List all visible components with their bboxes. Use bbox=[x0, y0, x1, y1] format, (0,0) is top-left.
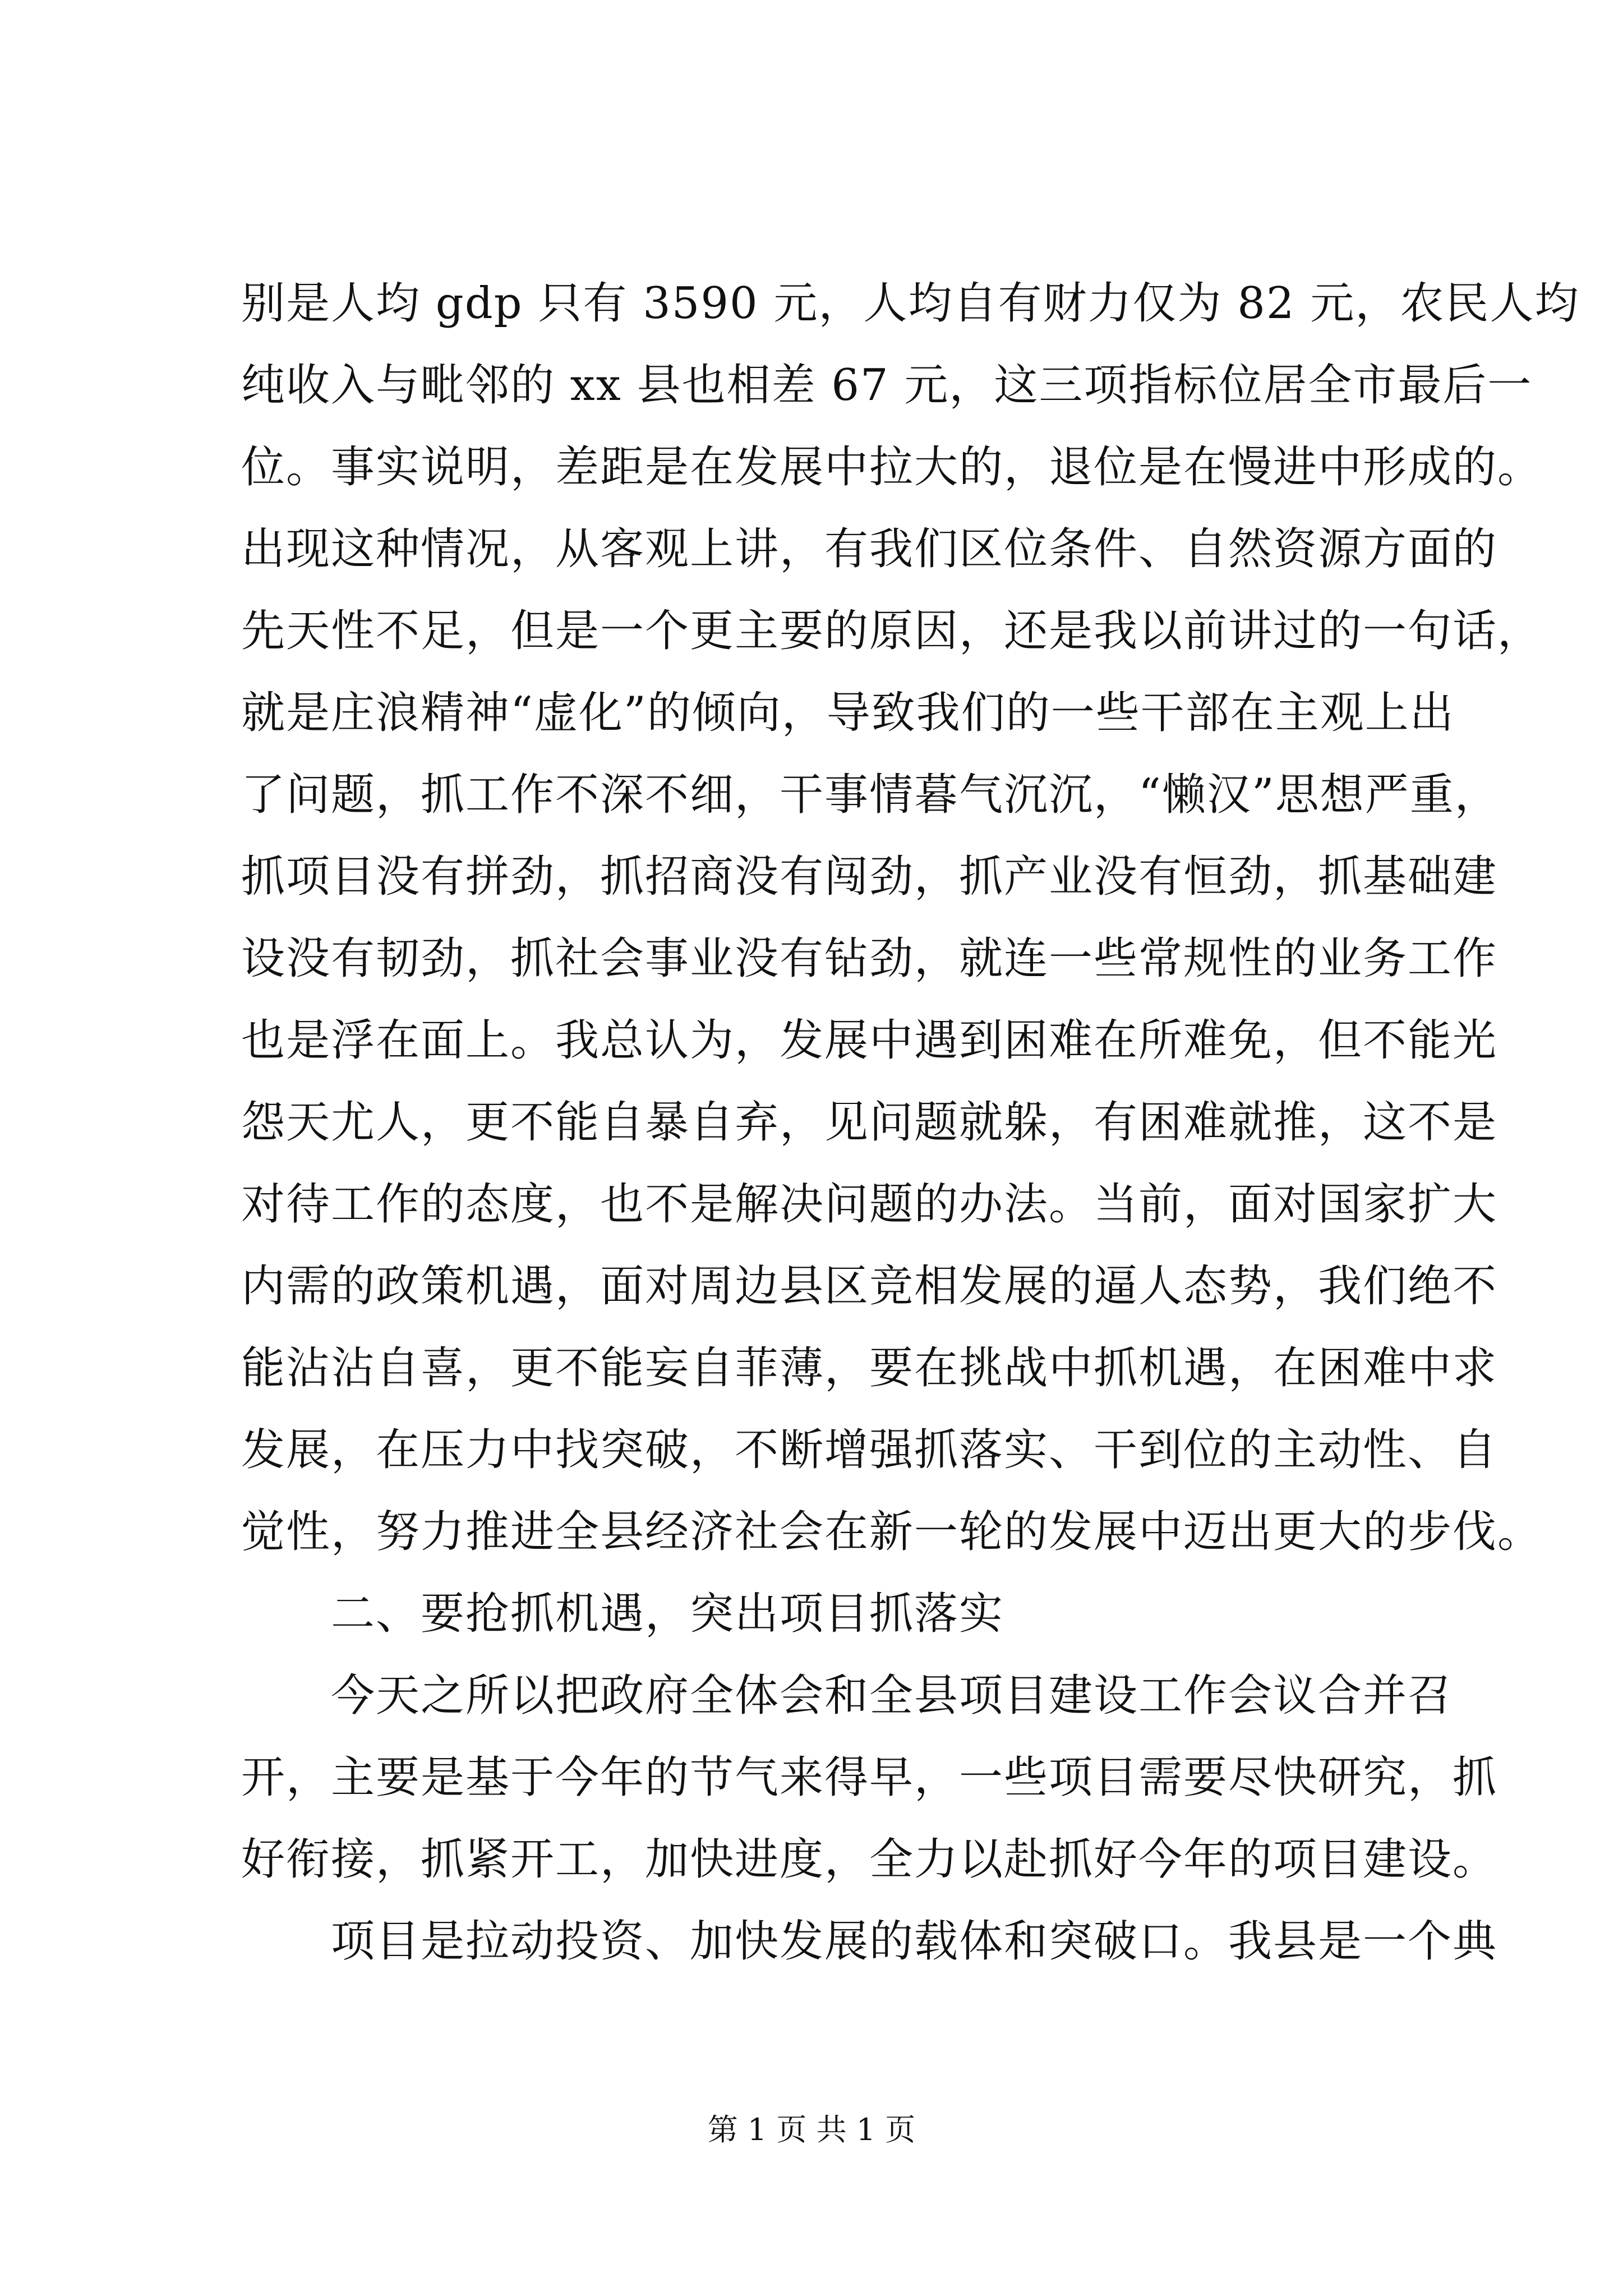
text-line-1: 别是人均 gdp 只有 3590 元，人均自有财力仅为 82 元，农民人均 bbox=[241, 278, 1580, 329]
text-line-18: 今天之所以把政府全体会和全县项目建设工作会议合并召 bbox=[331, 1671, 1453, 1721]
text-line-13: 内需的政策机遇，面对周边县区竞相发展的逼人态势，我们绝不 bbox=[241, 1261, 1498, 1312]
text-line-2: 纯收入与毗邻的 xx 县也相差 67 元，这三项指标位居全市最后一 bbox=[241, 360, 1533, 411]
text-line-8: 抓项目没有拼劲，抓招商没有闯劲，抓产业没有恒劲，抓基础建 bbox=[241, 852, 1498, 902]
text-line-7: 了问题，抓工作不深不细，干事情暮气沉沉，“懒汉”思想严重， bbox=[241, 770, 1500, 820]
text-line-16: 觉性，努力推进全县经济社会在新一轮的发展中迈出更大的步伐。 bbox=[241, 1507, 1543, 1557]
text-line-6: 就是庄浪精神“虚化”的倾向，导致我们的一些干部在主观上出 bbox=[241, 688, 1455, 738]
section-heading: 二、要抢抓机遇，突出项目抓落实 bbox=[331, 1589, 1004, 1639]
text-line-12: 对待工作的态度，也不是解决问题的办法。当前，面对国家扩大 bbox=[241, 1179, 1498, 1230]
page-footer: 第 1 页 共 1 页 bbox=[707, 2112, 916, 2147]
text-line-11: 怨天尤人，更不能自暴自弃，见问题就躲，有困难就推，这不是 bbox=[241, 1097, 1498, 1148]
text-line-15: 发展，在压力中找突破，不断增强抓落实、干到位的主动性、自 bbox=[241, 1425, 1498, 1475]
text-line-10: 也是浮在面上。我总认为，发展中遇到困难在所难免，但不能光 bbox=[241, 1015, 1498, 1066]
text-line-14: 能沾沾自喜，更不能妄自菲薄，要在挑战中抓机遇，在困难中求 bbox=[241, 1343, 1498, 1393]
text-line-9: 设没有韧劲，抓社会事业没有钻劲，就连一些常规性的业务工作 bbox=[241, 933, 1498, 984]
document-body bbox=[241, 263, 1580, 1982]
text-line-21: 项目是拉动投资、加快发展的载体和突破口。我县是一个典 bbox=[331, 1916, 1498, 1967]
text-line-3: 位。事实说明，差距是在发展中拉大的，退位是在慢进中形成的。 bbox=[241, 442, 1543, 493]
text-line-19: 开，主要是基于今年的节气来得早，一些项目需要尽快研究，抓 bbox=[241, 1752, 1498, 1803]
text-line-5: 先天性不足，但是一个更主要的原因，还是我以前讲过的一句话， bbox=[241, 606, 1543, 656]
text-line-4: 出现这种情况，从客观上讲，有我们区位条件、自然资源方面的 bbox=[241, 524, 1498, 574]
text-line-20: 好衔接，抓紧开工，加快进度，全力以赴抓好今年的项目建设。 bbox=[241, 1834, 1498, 1885]
